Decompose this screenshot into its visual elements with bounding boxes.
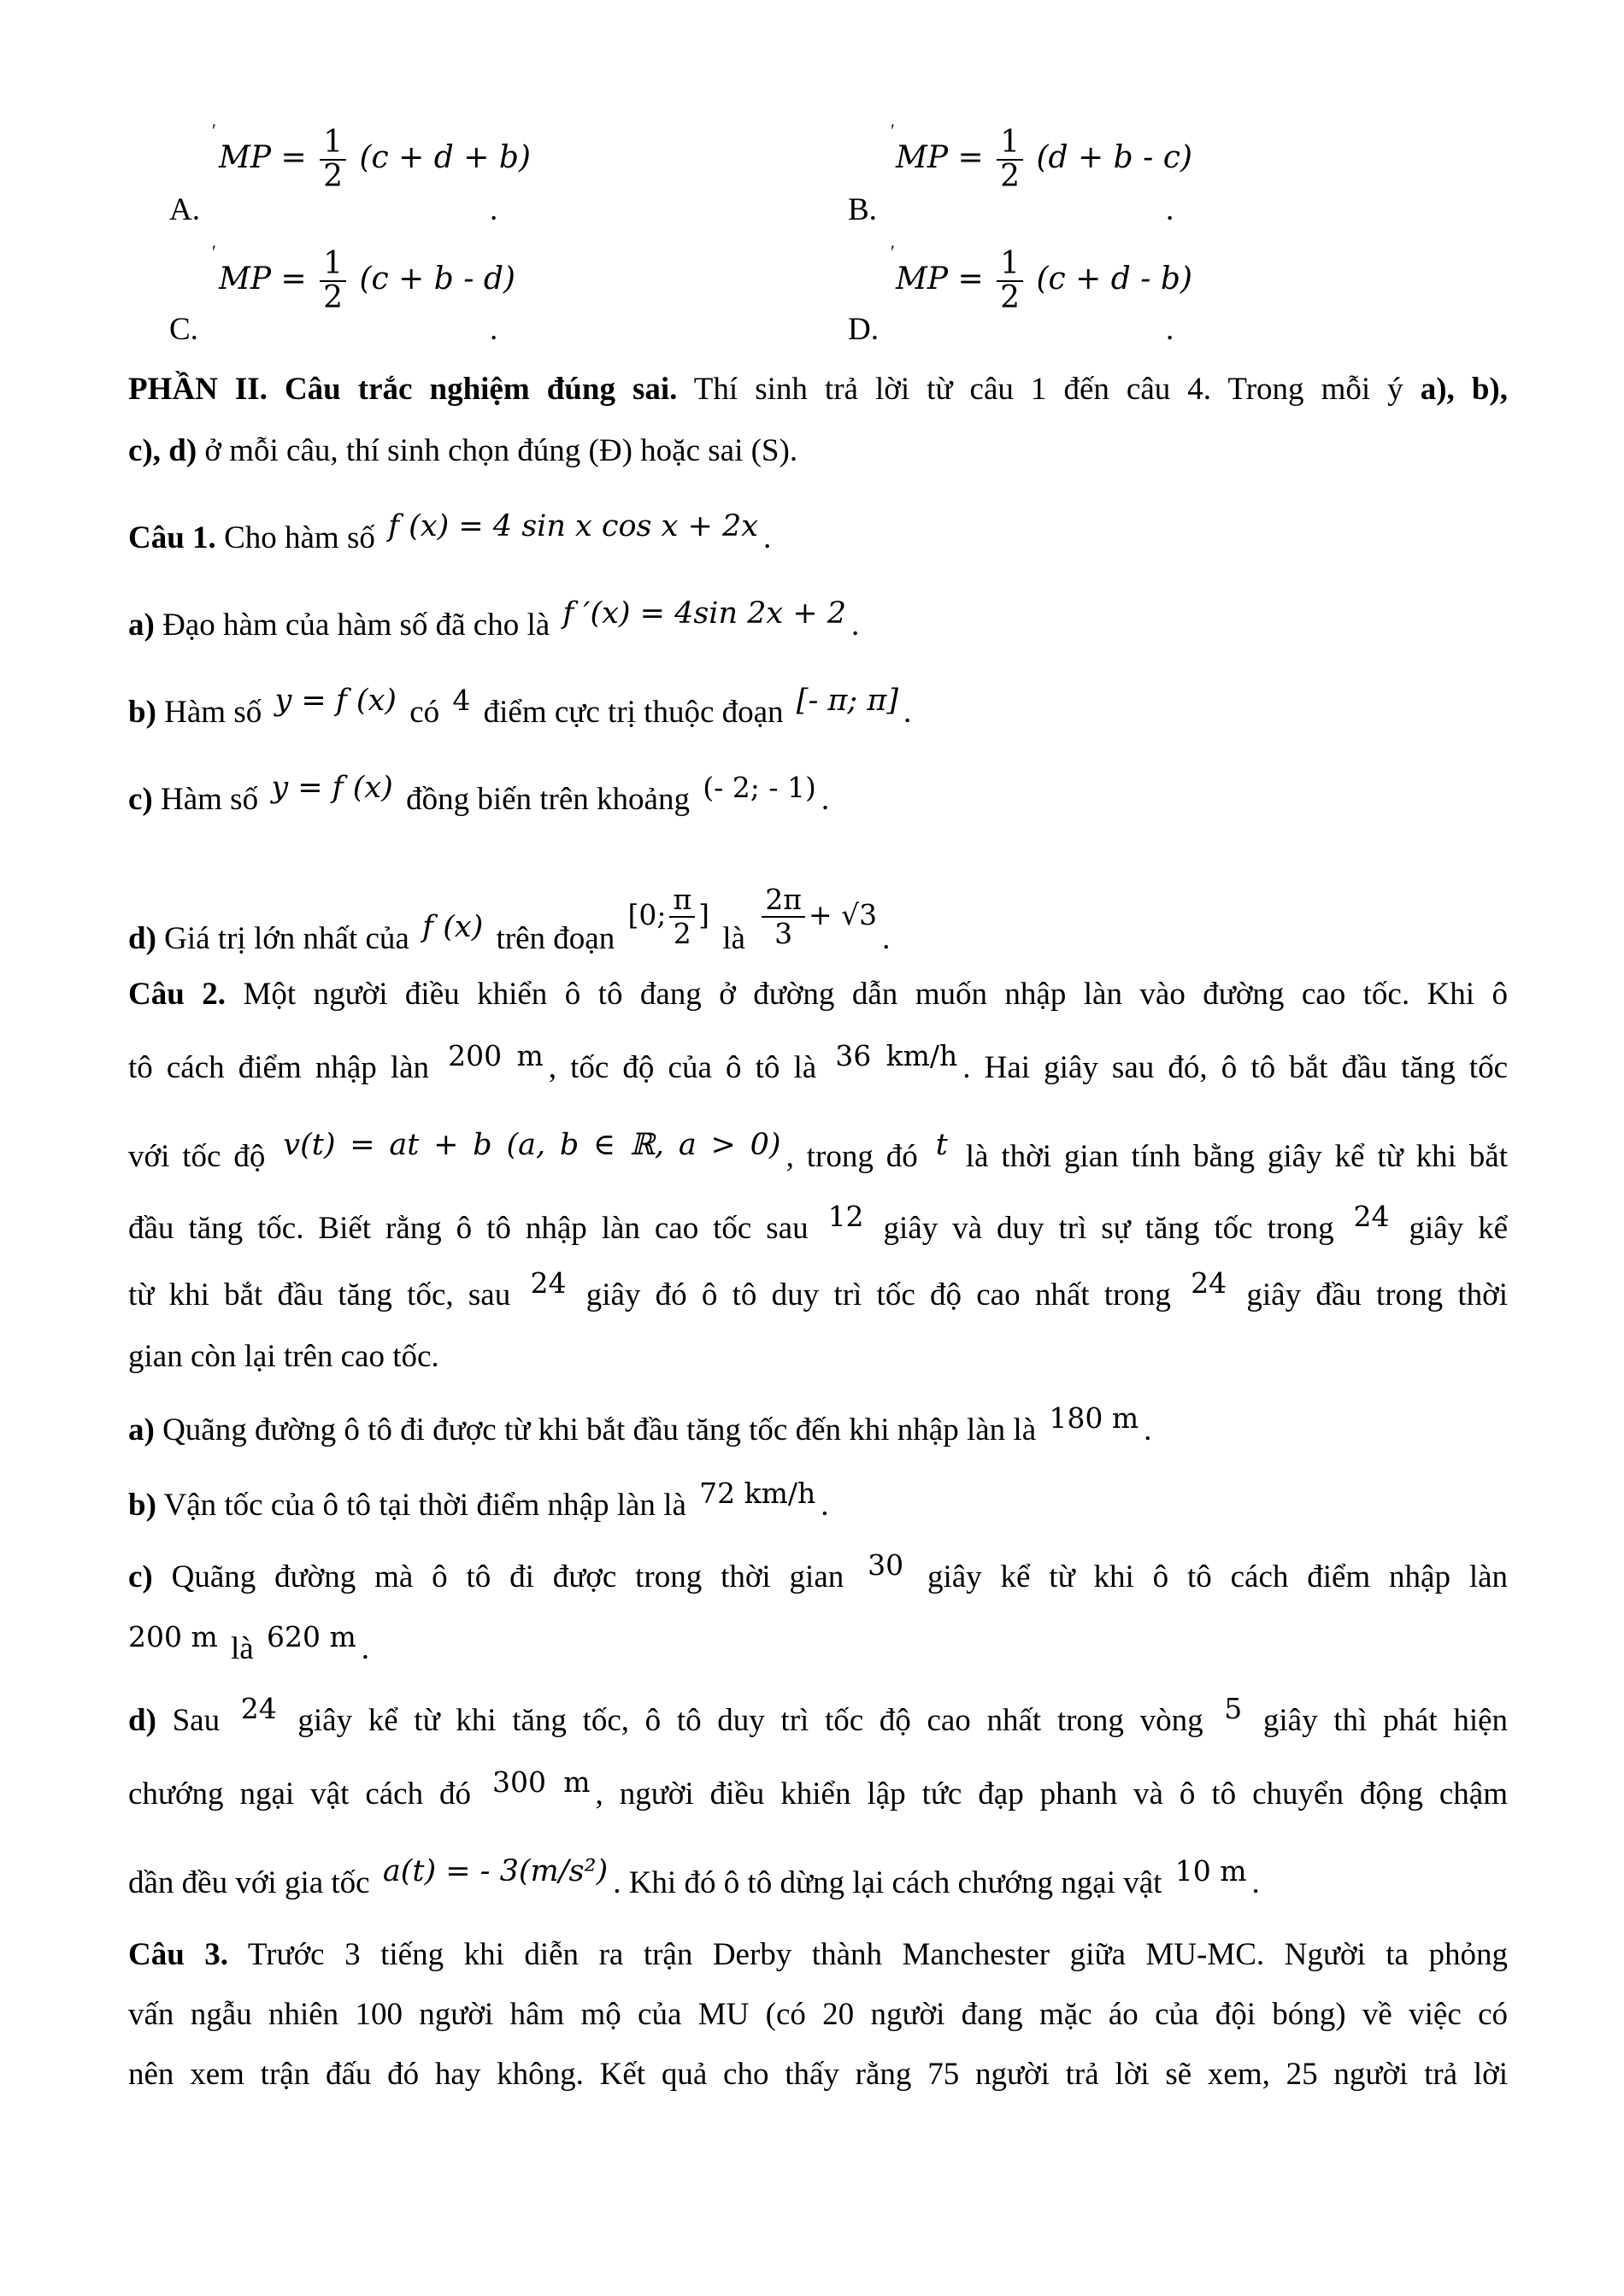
q2-statement-c-line1: c) Quãng đường mà ô tô đi được trong thời gian 30 giây kể từ khi ô tô cách điểm nhập làn xyxy=(128,1548,1509,1594)
part2-heading: PHẦN II. Câu trắc nghiệm đúng sai. xyxy=(128,372,678,407)
q3-stem-line1: Câu 3. Trước 3 tiếng khi diễn ra trận Derby thành Manchester giữa MU-MC. Người ta phỏng xyxy=(128,1937,1508,1972)
option-b-label: B. xyxy=(848,192,877,227)
option-a-expression: MP = $\frac{1}{2}$ (c + d + b) xyxy=(219,125,531,194)
q1-label: Câu 1. xyxy=(128,520,216,555)
q2-stem-line6: gian còn lại trên cao tốc. xyxy=(128,1339,439,1374)
option-a-label: A. xyxy=(169,192,200,227)
q2-statement-b: b) Vận tốc của ô tô tại thời điểm nhập làn là 72 km/h . xyxy=(128,1477,829,1523)
q1-statement-d: d) Giá trị lớn nhất của f (x) trên đoạn [0; $\frac{\pi}{2}$ ] là $\frac{2\pi}{3}$ + √3. xyxy=(128,883,891,956)
q2-statement-d-line3: dần đều với gia tốc a(t) = - 3(m/s²) . Khi đó ô tô dừng lại cách chướng ngại vật 10 m . xyxy=(128,1854,1260,1900)
option-c-expression: MP = $\frac{1}{2}$ (c + b - d) xyxy=(219,246,515,315)
option-d-expression: MP = $\frac{1}{2}$ (c + d - b) xyxy=(896,246,1192,315)
q2-statement-d-line1: d) Sau 24 giây kể từ khi tăng tốc, ô tô duy trì tốc độ cao nhất trong vòng 5 giây thì phát hiện xyxy=(128,1692,1509,1738)
q1-statement-c: c) Hàm số y = f (x) đồng biến trên khoảng (- 2; - 1) . xyxy=(128,771,830,817)
q1-statement-a: a) Đạo hàm của hàm số đã cho là f ′(x) = 4sin 2x + 2 . xyxy=(128,596,860,643)
q3-label: Câu 3. xyxy=(128,1937,229,1972)
q2-stem-line3: với tốc độ v(t) = at + b (a, b ∈ ℝ, a > 0) , trong đó t là thời gian tính bằng giây kể từ khi bắt xyxy=(128,1128,1509,1174)
q2-stem-line1: Câu 2. Một người điều khiển ô tô đang ở đường dẫn muốn nhập làn vào đường cao tốc. Khi ô xyxy=(128,977,1508,1012)
q2-statement-c-line2: 200 m là 620 m . xyxy=(128,1620,370,1666)
q2-stem-line4: đầu tăng tốc. Biết rằng ô tô nhập làn cao tốc sau 12 giây và duy trì sự tăng tốc trong 24 giây kể xyxy=(128,1200,1509,1246)
q3-stem-line2: vấn ngẫu nhiên 100 người hâm mộ của MU (có 20 người đang mặc áo của đội bóng) về việc có xyxy=(128,1997,1508,2032)
option-b-expression: MP = $\frac{1}{2}$ (d + b - c) xyxy=(896,125,1192,194)
q3-stem-line3: nên xem trận đấu đó hay không. Kết quả cho thấy rằng 75 người trả lời sẽ xem, 25 người trả lời xyxy=(128,2057,1508,2092)
option-d-label: D. xyxy=(848,312,879,347)
q2-stem-line5: từ khi bắt đầu tăng tốc, sau 24 giây đó ô tô duy trì tốc độ cao nhất trong 24 giây đầu trong thời xyxy=(128,1266,1509,1312)
q2-label: Câu 2. xyxy=(128,977,226,1012)
document-page: A. ′ MP = $\frac{1}{2}$ (c + d + b) . B. ′ MP = $\frac{1}{2}$ (d + b - c) . C. ′ MP = $\frac{1}{2}$ (c + b - d) . D. ′ MP = $\frac{1}{2}$ (c + d - b) . PHẦN II. Câu trắc nghiệm đúng sai. Thí sinh trả lời từ câu 1 đến câu 4. Trong mỗi ý a), b), c), d) ở mỗi câu, thí sinh chọn đúng (Đ) hoặc sai (S). Câu 1. Cho hàm số f (x) = 4 sin x cos x + 2x . a) Đạo hàm của hàm số đã cho là f ′(x) = 4sin 2x + 2 . b) Hàm số y = f (x) có 4 điểm cực trị thuộc đoạn [- π; π] . c) Hàm số y = f (x) đồng biến trên khoảng (- 2; - 1) . d) Giá trị lớn nhất của f (x) trên đoạn [0; $\frac{\pi}{2}$ ] là $\frac{2\pi}{3}$ + √3. Câu 2. Một người điều khiển ô tô đang ở đường dẫn muốn nhập làn vào đường cao tốc. Khi ô tô cách điểm nhập làn 200 m , tốc độ của ô tô là 36 km/h . Hai giây sau đó, ô tô bắt đầu tăng tốc với tốc độ v(t) = at + b (a, b ∈ ℝ, a > 0) , trong đó t là thời gian tính bằng giây kể từ khi bắt đầu tăng tốc. Biết rằng ô tô nhập làn cao tốc sau 12 giây và duy trì sự tăng tốc trong 24 giây kể từ khi bắt đầu tăng tốc, sau 24 giây đó ô tô duy trì tốc độ cao nhất trong 24 giây đầu trong thời gian còn lại trên cao tốc. a) Quãng đường ô tô đi được từ khi bắt đầu tăng tốc đến khi nhập làn là 180 m . b) Vận tốc của ô tô tại thời điểm nhập làn là 72 km/h . c) Quãng đường mà ô tô đi được trong thời gian 30 giây kể từ khi ô tô cách điểm nhập làn 200 m là 620 m . d) Sau 24 giây kể từ khi tăng tốc, ô tô duy trì tốc độ cao nhất trong vòng 5 giây thì phát hiện chướng ngại vật cách đó 300 m , người điều khiển lập tức đạp phanh và ô tô chuyển động chậm dần đều với gia tốc a(t) = - 3(m/s²) . Khi đó ô tô dừng lại cách chướng ngại vật 10 m . Câu 3. Trước 3 tiếng khi diễn ra trận Derby thành Manchester giữa MU-MC. Người ta phỏng vấn ngẫu nhiên 100 người hâm mộ của MU (có 20 người đang mặc áo của đội bóng) về việc có nên xem trận đấu đó hay không. Kết quả cho thấy rằng 75 người trả lời sẽ xem, 25 người trả lời xyxy=(0,0,1624,2296)
q2-statement-a: a) Quãng đường ô tô đi được từ khi bắt đầu tăng tốc đến khi nhập làn là 180 m . xyxy=(128,1401,1152,1447)
q1-function: f (x) = 4 sin x cos x + 2x xyxy=(388,509,758,543)
q1-stem: Câu 1. Cho hàm số f (x) = 4 sin x cos x + 2x . xyxy=(128,509,772,555)
q1-statement-b: b) Hàm số y = f (x) có 4 điểm cực trị thuộc đoạn [- π; π] . xyxy=(128,684,912,730)
part2-intro-line1: PHẦN II. Câu trắc nghiệm đúng sai. Thí sinh trả lời từ câu 1 đến câu 4. Trong mỗi ý a), b), xyxy=(128,372,1508,407)
q2-stem-line2: tô cách điểm nhập làn 200 m , tốc độ của ô tô là 36 km/h . Hai giây sau đó, ô tô bắt đầu tăng tốc xyxy=(128,1039,1509,1085)
q2-statement-d-line2: chướng ngại vật cách đó 300 m , người điều khiển lập tức đạp phanh và ô tô chuyển động chậm xyxy=(128,1765,1509,1812)
option-c-label: C. xyxy=(169,312,198,347)
part2-intro-line2: c), d) ở mỗi câu, thí sinh chọn đúng (Đ) hoặc sai (S). xyxy=(128,433,798,468)
